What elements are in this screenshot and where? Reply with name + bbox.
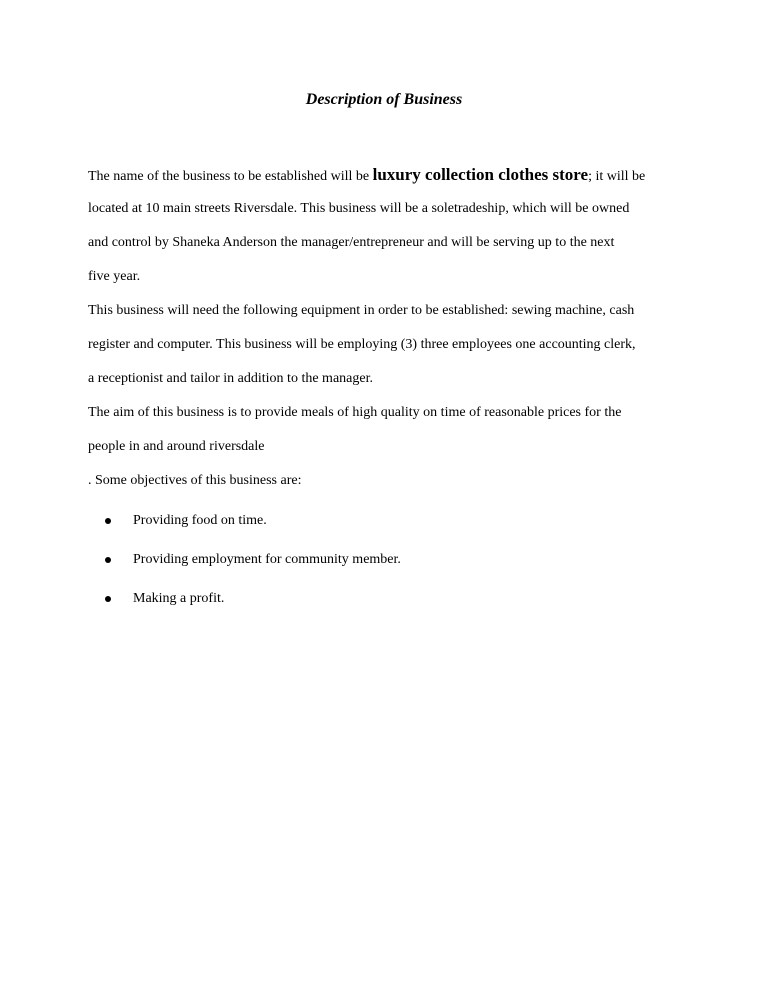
bullet-icon bbox=[105, 518, 111, 524]
business-name-emphasis: luxury collection clothes store bbox=[372, 165, 589, 184]
objective-text: Providing food on time. bbox=[133, 513, 267, 528]
objectives-list bbox=[100, 506, 401, 623]
paragraph-1-line-3: and control by Shaneka Anderson the manager/entrepreneur and will be serving up to the next bbox=[88, 235, 615, 250]
paragraph-1-text-post: ; it will be bbox=[588, 169, 646, 184]
list-item bbox=[100, 584, 401, 623]
paragraph-2-line-2: register and computer. This business will be employing (3) three employees one accounting clerk, bbox=[88, 337, 636, 352]
document-body bbox=[88, 158, 698, 464]
paragraph-3-line-1: The aim of this business is to provide meals of high quality on time of reasonable prices for the bbox=[88, 405, 622, 420]
paragraph-1-line-4: five year. bbox=[88, 269, 141, 284]
paragraph-3-line-2: people in and around riversdale bbox=[88, 439, 265, 454]
document-title: Description of Business bbox=[305, 91, 463, 108]
objectives-intro: . Some objectives of this business are: bbox=[88, 473, 302, 488]
paragraph-1-line-2: located at 10 main streets Riversdale. This business will be a soletradeship, which will be owned bbox=[88, 201, 630, 216]
paragraph-2-line-3: a receptionist and tailor in addition to the manager. bbox=[88, 371, 373, 386]
paragraph-1-text-pre: The name of the business to be established will be bbox=[88, 169, 373, 184]
list-item bbox=[100, 506, 401, 545]
objective-text: Making a profit. bbox=[133, 591, 225, 606]
list-item bbox=[100, 545, 401, 584]
paragraph-1-line-1 bbox=[88, 158, 698, 192]
paragraph-2-line-1: This business will need the following equipment in order to be established: sewing machine, cash bbox=[88, 303, 635, 318]
bullet-icon bbox=[105, 596, 111, 602]
objective-text: Providing employment for community member. bbox=[133, 552, 401, 567]
bullet-icon bbox=[105, 557, 111, 563]
